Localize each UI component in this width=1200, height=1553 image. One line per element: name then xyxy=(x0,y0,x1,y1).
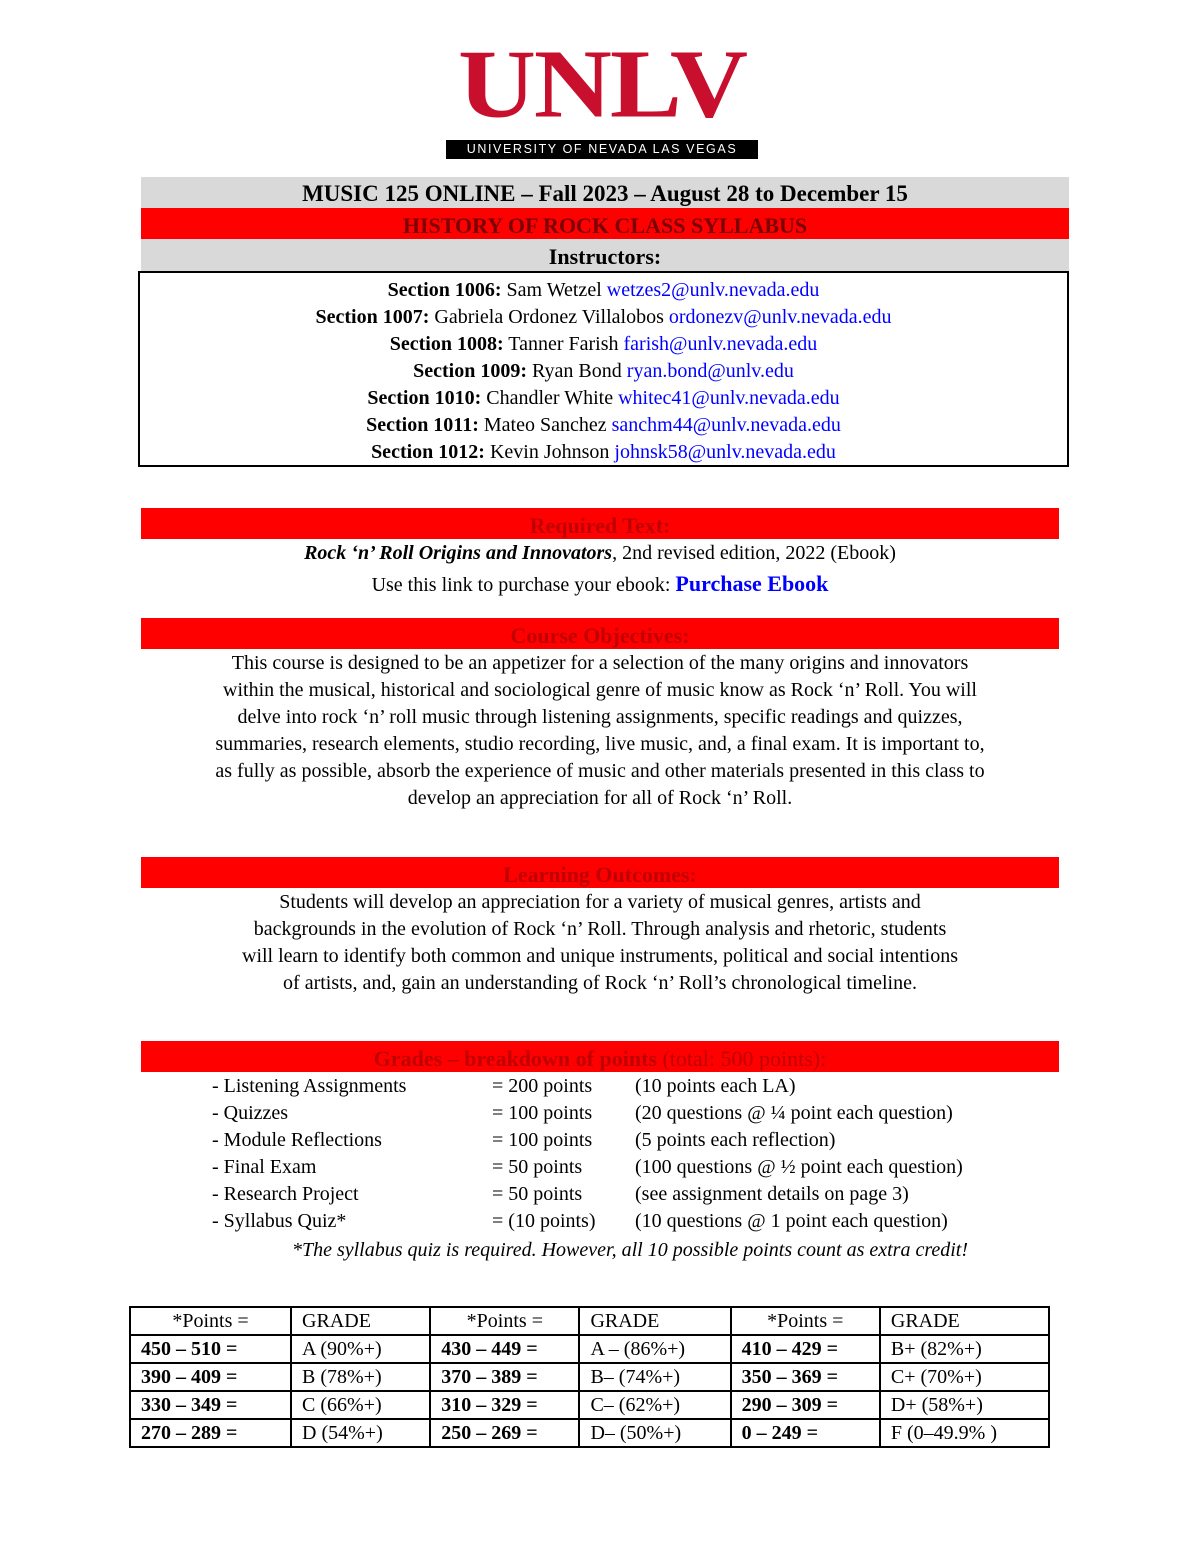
instructor-email-link[interactable]: wetzes2@unlv.nevada.edu xyxy=(606,279,820,301)
purchase-line xyxy=(130,570,1070,599)
instructor-name: Ryan Bond xyxy=(532,360,622,382)
instructor-name: Tanner Farish xyxy=(508,333,619,355)
purchase-ebook-link[interactable]: Purchase Ebook xyxy=(675,571,829,596)
grade-cell: B– (74%+) xyxy=(579,1363,730,1391)
table-header-cell: *Points = xyxy=(430,1307,579,1335)
points-range-cell: 350 – 369 = xyxy=(731,1363,880,1391)
grade-item-row xyxy=(212,1127,1072,1154)
grade-note: (see assignment details on page 3) xyxy=(635,1183,909,1205)
grade-cell: A (90%+) xyxy=(291,1335,430,1363)
grade-item-row xyxy=(212,1154,1072,1181)
syllabus-title-band xyxy=(141,208,1069,239)
points-range-cell: 370 – 389 = xyxy=(430,1363,579,1391)
grade-cell: D (54%+) xyxy=(291,1419,430,1447)
grade-points: = 50 points xyxy=(492,1156,583,1178)
grade-cell: A – (86%+) xyxy=(579,1335,730,1363)
course-objectives-text xyxy=(130,650,1070,812)
grade-item: - Module Reflections xyxy=(212,1129,382,1151)
instructors-label-band xyxy=(141,239,1069,271)
grade-item: - Quizzes xyxy=(212,1102,289,1124)
instructor-section: Section 1010: xyxy=(367,387,482,409)
grade-scale-table xyxy=(129,1306,1050,1448)
logo-subtitle: UNIVERSITY OF NEVADA LAS VEGAS xyxy=(446,140,758,159)
table-header-cell: GRADE xyxy=(880,1307,1049,1335)
objectives-line: delve into rock ‘n’ roll music through listening assignments, specific readings and quizzes, xyxy=(237,706,963,728)
instructors-label: Instructors: xyxy=(548,244,662,269)
grade-item-row xyxy=(212,1181,1072,1208)
outcomes-line: of artists, and, gain an understanding of Rock ‘n’ Roll’s chronological timeline. xyxy=(283,972,917,994)
grade-item: - Syllabus Quiz* xyxy=(212,1210,347,1232)
objectives-line: summaries, research elements, studio recording, live music, and, a final exam. It is important to, xyxy=(215,733,985,755)
grade-points: = 50 points xyxy=(492,1183,583,1205)
course-objectives-heading-label: Course Objectives: xyxy=(510,623,690,648)
instructor-row xyxy=(140,331,1067,358)
points-range-cell: 450 – 510 = xyxy=(130,1335,291,1363)
grade-item-row xyxy=(212,1073,1072,1100)
grade-cell: B (78%+) xyxy=(291,1363,430,1391)
grade-points: = (10 points) xyxy=(492,1210,596,1232)
grade-note: (10 points each LA) xyxy=(635,1075,796,1097)
objectives-line: within the musical, historical and sociological genre of music know as Rock ‘n’ Roll. You will xyxy=(223,679,977,701)
instructor-row xyxy=(140,412,1067,439)
logo-wordmark: UNLV xyxy=(457,31,747,139)
required-text-heading xyxy=(141,508,1059,539)
instructor-row xyxy=(140,439,1067,466)
instructor-section: Section 1008: xyxy=(389,333,504,355)
learning-outcomes-heading xyxy=(141,857,1059,888)
grade-note: (100 questions @ ½ point each question) xyxy=(635,1156,963,1178)
instructor-row xyxy=(140,385,1067,412)
grade-item-row xyxy=(212,1208,1072,1235)
purchase-prompt: Use this link to purchase your ebook: xyxy=(371,574,671,596)
grade-cell: C+ (70%+) xyxy=(880,1363,1049,1391)
instructor-row xyxy=(140,358,1067,385)
grade-cell: C– (62%+) xyxy=(579,1391,730,1419)
grade-item: - Listening Assignments xyxy=(212,1075,407,1097)
grade-points: = 200 points xyxy=(492,1075,593,1097)
grade-cell: F (0–49.9% ) xyxy=(880,1419,1049,1447)
instructor-email-link[interactable]: farish@unlv.nevada.edu xyxy=(623,333,818,355)
unlv-logo xyxy=(446,31,758,160)
instructor-email-link[interactable]: whitec41@unlv.nevada.edu xyxy=(618,387,840,409)
points-range-cell: 330 – 349 = xyxy=(130,1391,291,1419)
learning-outcomes-text xyxy=(130,889,1070,997)
instructor-row xyxy=(140,304,1067,331)
instructor-section: Section 1009: xyxy=(413,360,528,382)
instructor-email-link[interactable]: johnsk58@unlv.nevada.edu xyxy=(614,441,836,463)
course-title-band xyxy=(141,177,1069,208)
book-title: Rock ‘n’ Roll Origins and Innovators xyxy=(304,542,613,564)
table-row xyxy=(130,1335,1049,1363)
instructor-section: Section 1011: xyxy=(366,414,479,436)
table-header-row xyxy=(130,1307,1049,1335)
grade-points: = 100 points xyxy=(492,1129,593,1151)
syllabus-title: HISTORY OF ROCK CLASS SYLLABUS xyxy=(402,213,808,238)
points-range-cell: 270 – 289 = xyxy=(130,1419,291,1447)
book-line xyxy=(130,540,1070,567)
instructor-section: Section 1006: xyxy=(387,279,502,301)
table-row xyxy=(130,1391,1049,1419)
grades-breakdown-list xyxy=(212,1073,1072,1235)
outcomes-line: will learn to identify both common and unique instruments, political and social intentions xyxy=(242,945,958,967)
grades-heading-total: (total: 500 points): xyxy=(656,1046,827,1071)
instructor-name: Sam Wetzel xyxy=(506,279,602,301)
instructor-email-link[interactable]: ryan.bond@unlv.edu xyxy=(626,360,794,382)
points-range-cell: 390 – 409 = xyxy=(130,1363,291,1391)
grade-cell: D– (50%+) xyxy=(579,1419,730,1447)
grade-note: (20 questions @ ¼ point each question) xyxy=(635,1102,953,1124)
book-details: , 2nd revised edition, 2022 (Ebook) xyxy=(612,542,896,564)
table-header-cell: *Points = xyxy=(731,1307,880,1335)
table-header-cell: GRADE xyxy=(291,1307,430,1335)
instructor-name: Kevin Johnson xyxy=(489,441,610,463)
grade-points: = 100 points xyxy=(492,1102,593,1124)
table-header-cell: *Points = xyxy=(130,1307,291,1335)
outcomes-line: Students will develop an appreciation for a variety of musical genres, artists and xyxy=(279,891,921,913)
grades-heading xyxy=(141,1041,1059,1072)
instructor-email-link[interactable]: sanchm44@unlv.nevada.edu xyxy=(611,414,841,436)
instructor-row xyxy=(140,277,1067,304)
objectives-line: as fully as possible, absorb the experience of music and other materials presented in this class to xyxy=(215,760,985,782)
grades-heading-bold: Grades – breakdown of points xyxy=(373,1046,657,1071)
instructors-box xyxy=(138,271,1069,467)
objectives-line: develop an appreciation for all of Rock ‘n’ Roll. xyxy=(407,787,793,809)
grade-note: (10 questions @ 1 point each question) xyxy=(635,1210,948,1232)
instructor-email-link[interactable]: ordonezv@unlv.nevada.edu xyxy=(668,306,892,328)
syllabus-quiz-footnote: *The syllabus quiz is required. However, all 10 possible points count as extra credit! xyxy=(291,1239,969,1261)
grade-note: (5 points each reflection) xyxy=(635,1129,836,1151)
outcomes-line: backgrounds in the evolution of Rock ‘n’ Roll. Through analysis and rhetoric, students xyxy=(253,918,947,940)
instructor-name: Gabriela Ordonez Villalobos xyxy=(434,306,664,328)
course-objectives-heading xyxy=(141,618,1059,649)
points-range-cell: 410 – 429 = xyxy=(731,1335,880,1363)
instructor-name: Chandler White xyxy=(486,387,614,409)
grade-item-row xyxy=(212,1100,1072,1127)
grade-cell: C (66%+) xyxy=(291,1391,430,1419)
instructor-section: Section 1007: xyxy=(315,306,430,328)
table-row xyxy=(130,1419,1049,1447)
points-range-cell: 310 – 329 = xyxy=(430,1391,579,1419)
instructor-section: Section 1012: xyxy=(371,441,485,463)
course-line: MUSIC 125 ONLINE – Fall 2023 – August 28 to December 15 xyxy=(302,181,908,206)
grade-item: - Research Project xyxy=(212,1183,359,1205)
grade-item: - Final Exam xyxy=(212,1156,317,1178)
grade-cell: B+ (82%+) xyxy=(880,1335,1049,1363)
points-range-cell: 430 – 449 = xyxy=(430,1335,579,1363)
points-range-cell: 290 – 309 = xyxy=(731,1391,880,1419)
table-header-cell: GRADE xyxy=(579,1307,730,1335)
points-range-cell: 250 – 269 = xyxy=(430,1419,579,1447)
required-text-block xyxy=(130,540,1070,599)
objectives-line: This course is designed to be an appetizer for a selection of the many origins and innovators xyxy=(231,652,969,674)
grade-cell: D+ (58%+) xyxy=(880,1391,1049,1419)
table-row xyxy=(130,1363,1049,1391)
learning-outcomes-heading-label: Learning Outcomes: xyxy=(503,862,697,887)
required-text-heading-label: Required Text: xyxy=(529,513,671,538)
instructor-name: Mateo Sanchez xyxy=(483,414,607,436)
points-range-cell: 0 – 249 = xyxy=(731,1419,880,1447)
